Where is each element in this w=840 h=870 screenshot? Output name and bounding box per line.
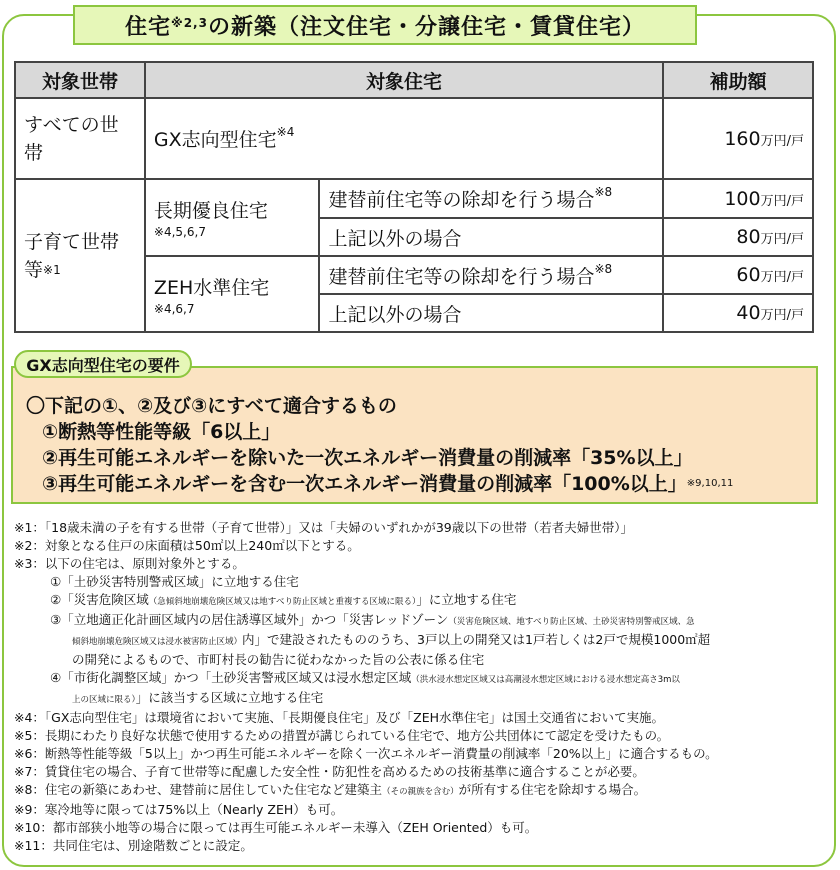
table-row-long-term-1 [15,179,813,218]
requirement-item-3-sup: ※9,10,11 [686,478,734,489]
footnote-3-item-1: ①「土砂災害特別警戒区域」に立地する住宅 [50,574,299,589]
housing-gx [145,98,663,179]
footnote-3-item-4: ④「市街化調整区域」かつ「土砂災害警戒区域又は浸水想定区域（洪水浸水想定区域又は高潮浸水想定区域における浸水想定高さ3m以 [50,670,680,685]
footnote-8: ※8：住宅の新築にあわせ、建替前に居住していた住宅など建築主（その親族を含む）が所有する住宅を除却する場合。 [14,782,647,797]
header-housing: 対象住宅 [145,62,663,98]
footnote-1: ※1：「18歳未満の子を有する世帯（子育て世帯）」又は「夫婦のいずれかが39歳以下の世帯（若者夫婦世帯）」 [14,520,633,535]
footnote-3-item-3-cont: 傾斜地崩壊危険区域又は浸水被害防止区域）内」で建設されたもののうち、3戸以上の開発又は1戸若しくは2戸で規模1000㎡超 [72,632,711,647]
table-row-all [15,98,813,179]
housing-long-term-note: ※4,5,6,7 [153,225,206,239]
housing-zeh-note: ※4,6,7 [153,301,195,316]
footnote-4: ※4：「GX志向型住宅」は環境省において実施、「長期優良住宅」及び「ZEH水準住宅」は国土交通省において実施。 [14,710,665,725]
subsidy-table [14,61,814,333]
requirements-intro: 〇下記の①、②及び③にすべて適合するもの [26,395,397,417]
requirement-item-3: ③再生可能エネルギーを含む一次エネルギー消費量の削減率「100%以上」$^{※9,10,11}$ [42,473,734,495]
requirements-label: GX志向型住宅の要件 [14,350,192,378]
footnote-11: ※11：共同住宅は、別途階数ごとに設定。 [14,838,253,853]
requirements-list [26,393,733,497]
housing-long-term-label: 長期優良住宅 [153,200,268,222]
condition-zeh-other: 上記以外の場合 [319,294,663,332]
amount-gx [663,98,813,179]
housing-zeh [145,256,320,332]
title-suffix: の新築（注文住宅・分譲住宅・賃貸住宅） [207,14,645,40]
footnote-2: ※2：対象となる住戸の床面積は50㎡以上240㎡以下とする。 [14,538,360,553]
amount-zeh-other: 40万円/戸 [663,294,813,332]
household-all: すべての世帯 [15,98,145,179]
condition-zeh-demolish: 建替前住宅等の除却を行う場合$^{※8}$ [319,256,663,294]
footnote-3-item-2: ②「災害危険区域（急傾斜地崩壊危険区域又は地すべり防止区域と重複する区域に限る）」に立地する住宅 [50,592,517,607]
requirement-item-1: ①断熱等性能等級「6以上」 [42,421,281,443]
footnote-10: ※10：都市部狭小地等の場合に限っては再生可能エネルギー未導入（ZEH Oriented）も可。 [14,820,538,835]
title-sup: ※2,3 [171,16,208,30]
amount-long-term-other: 80万円/戸 [663,218,813,256]
amount-unit: 万円/戸 [760,133,804,149]
household-child: 子育て世帯等$^{※1}$ [15,179,145,332]
footnote-3-item-3: ③「立地適正化計画区域内の居住誘導区域外」かつ「災害レッドゾーン（災害危険区域、地すべり防止区域、土砂災害特別警戒区域、急 [50,612,695,627]
footnotes [14,519,826,855]
household-child-sup: ※1 [43,262,61,277]
housing-zeh-label: ZEH水準住宅 [153,276,270,299]
table-header-row [15,62,813,98]
header-household: 対象世帯 [15,62,145,98]
footnote-6: ※6：断熱等性能等級「5以上」かつ再生可能エネルギーを除く一次エネルギー消費量の削減率「20%以上」に適合するもの。 [14,746,718,761]
housing-long-term [145,179,320,256]
title-prefix: 住宅 [125,14,172,40]
header-amount: 補助額 [663,62,813,98]
amount-long-term-demolish: 100万円/戸 [663,179,813,218]
footnote-9: ※9：寒冷地等に限っては75%以上（Nearly ZEH）も可。 [14,802,344,817]
footnote-3: ※3：以下の住宅は、原則対象外とする。 [14,556,245,571]
housing-gx-label: GX志向型住宅 [153,129,277,151]
footnote-5: ※5：長期にわたり良好な状態で使用するための措置が講じられている住宅で、地方公共団体にて認定を受けたもの。 [14,728,670,743]
amount-value: 160 [724,127,761,150]
condition-long-term-other: 上記以外の場合 [319,218,663,256]
amount-zeh-demolish: 60万円/戸 [663,256,813,294]
footnote-7: ※7：賃貸住宅の場合、子育て世帯等に配慮した安全性・防犯性を高めるための技術基準に適合することが必要。 [14,764,645,779]
page-title [73,5,697,45]
housing-gx-sup: ※4 [276,125,295,139]
requirement-item-2: ②再生可能エネルギーを除いた一次エネルギー消費量の削減率「35%以上」 [42,447,693,469]
footnote-3-item-3-end: の開発によるもので、市町村長の勧告に従わなかった旨の公表に係る住宅 [72,652,485,667]
footnote-3-item-4-cont: 上の区域に限る）」に該当する区域に立地する住宅 [72,690,324,705]
condition-long-term-demolish: 建替前住宅等の除却を行う場合$^{※8}$ [319,179,663,218]
